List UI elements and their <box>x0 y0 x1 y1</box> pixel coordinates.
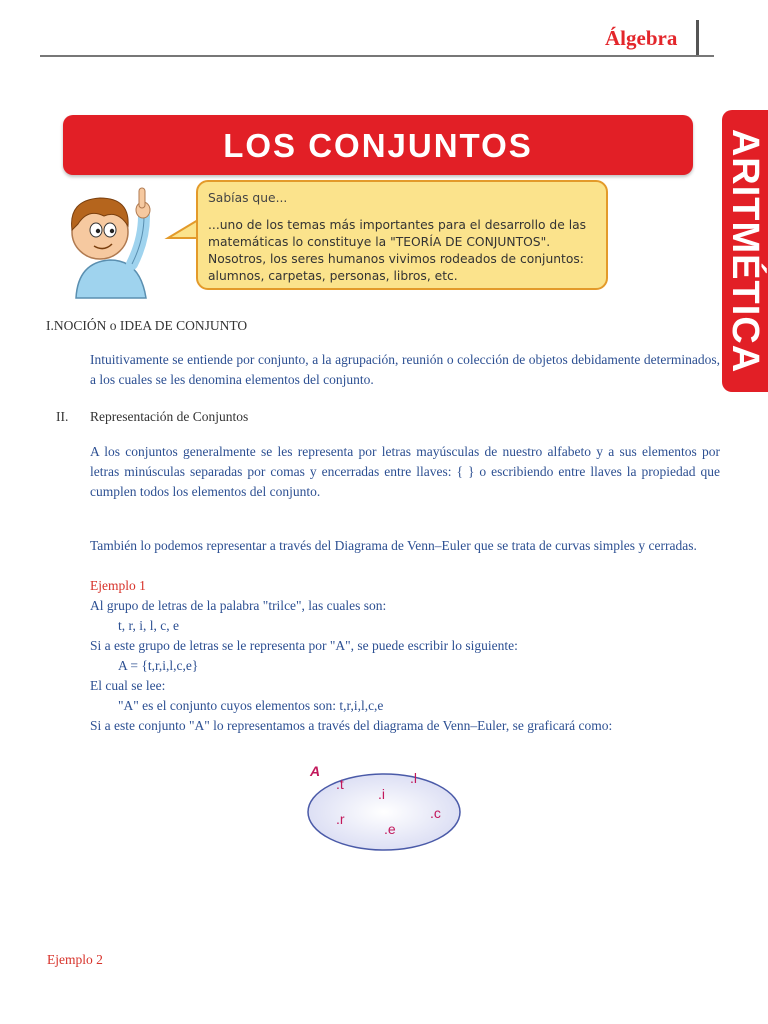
example-1-line-6: "A" es el conjunto cuyos elementos son: t,r,i,l,c,e <box>118 698 384 713</box>
header-subject: Álgebra <box>605 26 678 50</box>
cartoon-boy-illustration <box>48 180 208 300</box>
section-1-heading: I.NOCIÓN o IDEA DE CONJUNTO <box>46 318 248 333</box>
example-1-line-7: Si a este conjunto "A" lo representamos a través del diagrama de Venn–Euler, se graficará como: <box>90 718 613 733</box>
header-rule <box>40 55 714 57</box>
example-1-line-3: Si a este grupo de letras se le representa por "A", se puede escribir lo siguiente: <box>90 638 518 653</box>
section-2-paragraph-1: A los conjuntos generalmente se les representa por letras mayúsculas de nuestro alfabeto y a sus elementos por letras minúsculas separadas por comas y encerradas entre llaves: { } o escribiendo entre llaves la propiedad que cumplen todos los elementos del conjunto. <box>90 444 720 499</box>
example-1-set-notation: A = {t,r,i,l,c,e} <box>118 658 199 673</box>
bubble-text: ...uno de los temas más importantes para el desarrollo de las matemáticas lo constituye la "TEORÍA DE CONJUNTOS". Nosotros, los seres humanos vivimos rodeados de conjuntos: alumnos, carpetas, personas, libros, etc. <box>208 218 587 283</box>
section-2-paragraph-2: También lo podemos representar a través del Diagrama de Venn–Euler que se trata de curvas simples y cerradas. <box>90 538 697 553</box>
example-1-label: Ejemplo 1 <box>90 578 146 593</box>
venn-element-r: .r <box>336 811 345 827</box>
section-1-text: Intuitivamente se entiende por conjunto, a la agrupación, reunión o colección de objetos debidamente determinados, a los cuales se les denomina elementos del conjunto. <box>90 352 720 387</box>
section-2-heading: Representación de Conjuntos <box>90 409 249 424</box>
venn-element-t: .t <box>336 776 344 792</box>
venn-set-label: A <box>310 763 321 779</box>
header-divider <box>696 20 699 56</box>
example-2-label: Ejemplo 2 <box>47 952 103 967</box>
venn-element-l: .l <box>410 770 417 786</box>
bubble-intro: Sabías que... <box>208 191 288 205</box>
venn-element-e: .e <box>384 821 396 837</box>
example-1-elements: t, r, i, l, c, e <box>118 618 179 633</box>
page-title: LOS CONJUNTOS <box>223 127 533 164</box>
venn-element-i: .i <box>378 786 385 802</box>
example-1-line-5: El cual se lee: <box>90 678 166 693</box>
example-1-line-1: Al grupo de letras de la palabra "trilce", las cuales son: <box>90 598 387 613</box>
info-bubble <box>196 180 608 290</box>
title-banner <box>63 115 693 175</box>
section-2-number: II. <box>56 409 69 424</box>
side-tab-label: ARITMÉTICA <box>724 128 766 374</box>
venn-element-c: .c <box>430 805 441 821</box>
venn-diagram <box>300 762 470 852</box>
side-tab <box>722 110 768 392</box>
